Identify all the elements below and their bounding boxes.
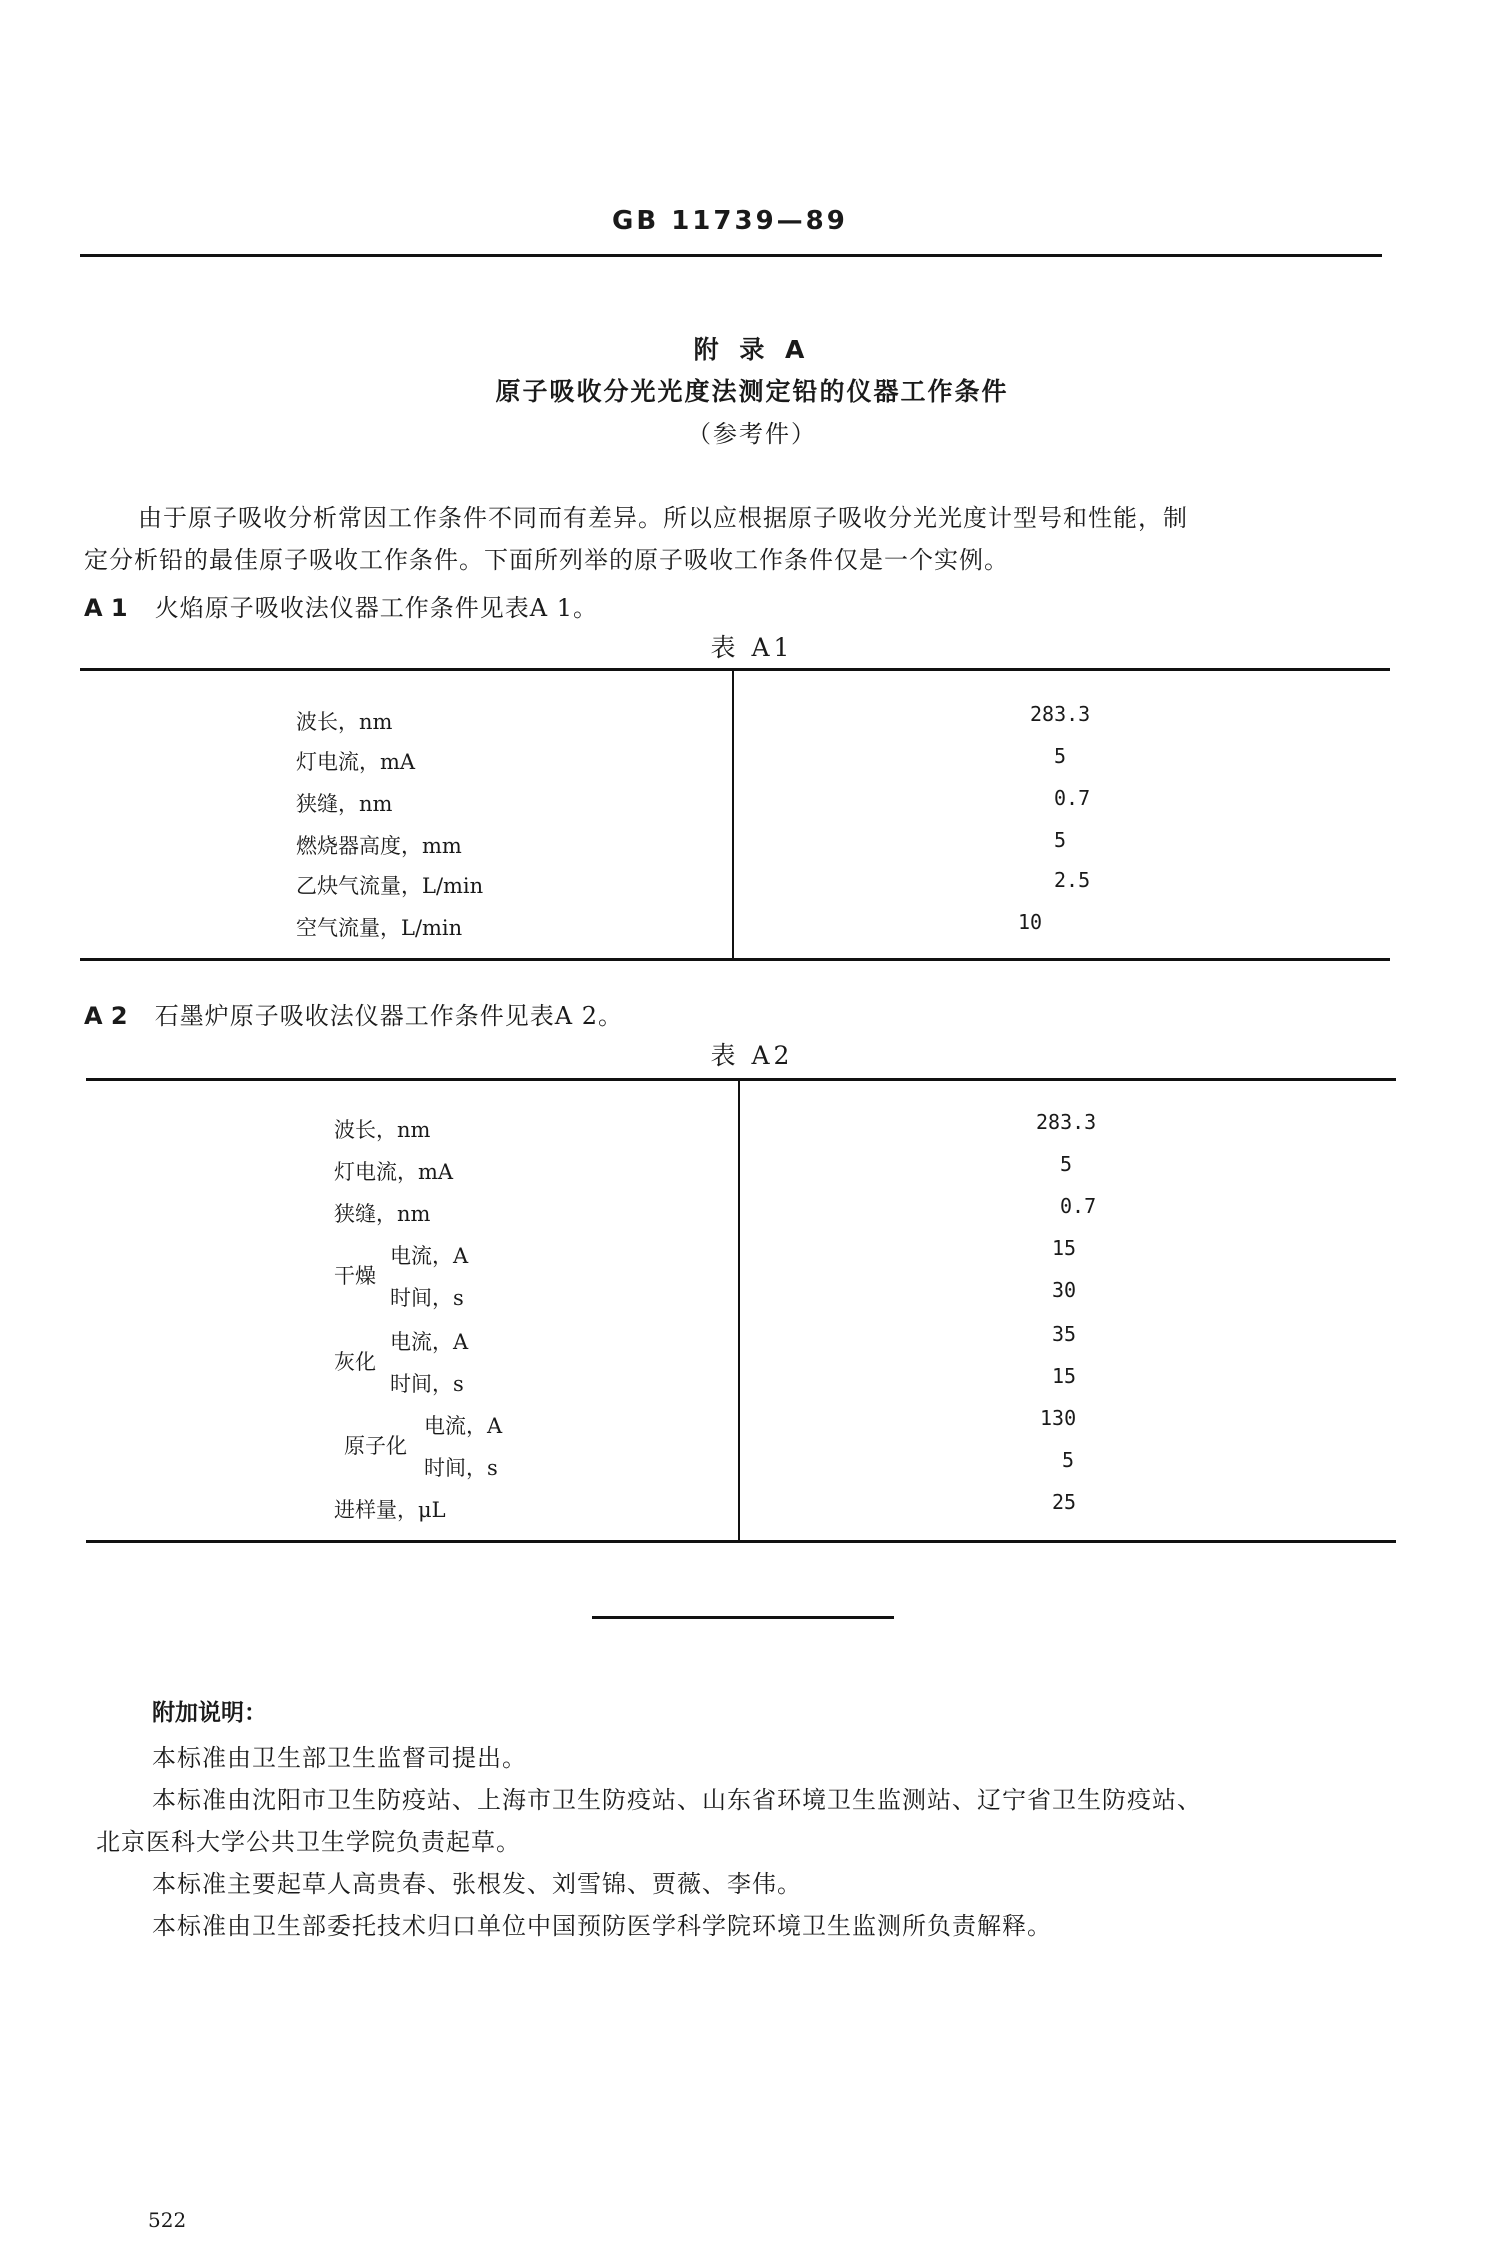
table-a1-label: 波长，nm bbox=[296, 710, 393, 734]
table-a1-label: 狭缝，nm bbox=[296, 792, 393, 816]
table-a2-value: 5 bbox=[1060, 1152, 1073, 1176]
table-a2-value: 5 bbox=[1062, 1448, 1075, 1472]
notes-line-4: 本标准主要起草人高贵春、张根发、刘雪锦、贾薇、李伟。 bbox=[152, 1870, 802, 1898]
table-a1-bottom-rule bbox=[80, 958, 1390, 961]
notes-line-3: 北京医科大学公共卫生学院负责起草。 bbox=[96, 1828, 521, 1856]
table-a2-value: 15 bbox=[1052, 1236, 1077, 1260]
section-a1 bbox=[84, 588, 598, 623]
table-a1-caption: 表 A1 bbox=[710, 633, 794, 662]
table-a2-value: 0.7 bbox=[1060, 1194, 1097, 1218]
table-a2-group-label: 原子化 bbox=[344, 1434, 407, 1458]
table-a2-value: 15 bbox=[1052, 1364, 1077, 1388]
table-a1-value: 283.3 bbox=[1030, 702, 1091, 726]
table-a1-divider bbox=[732, 670, 734, 960]
table-a1-label: 乙炔气流量，L/min bbox=[296, 874, 484, 898]
table-a2-value: 30 bbox=[1052, 1278, 1077, 1302]
appendix-subtitle: 原子吸收分光光度法测定铅的仪器工作条件 bbox=[495, 377, 1009, 406]
table-a1-label: 燃烧器高度，mm bbox=[296, 834, 462, 858]
section-a2-text: 石墨炉原子吸收法仪器工作条件见表A 2。 bbox=[154, 1002, 623, 1030]
table-a2-label: 进样量，μL bbox=[334, 1498, 446, 1522]
intro-line-1: 由于原子吸收分析常因工作条件不同而有差异。所以应根据原子吸收分光光度计型号和性能，制 bbox=[138, 504, 1188, 532]
table-a2-label: 电流，A bbox=[390, 1244, 469, 1268]
table-a2-label: 电流，A bbox=[390, 1330, 469, 1354]
table-a1-value: 0.7 bbox=[1054, 786, 1091, 810]
table-a1-value: 10 bbox=[1018, 910, 1043, 934]
table-a2-value: 130 bbox=[1040, 1406, 1077, 1430]
section-a2 bbox=[84, 996, 623, 1031]
header-rule bbox=[80, 254, 1382, 257]
table-a2-label: 时间，s bbox=[424, 1456, 498, 1480]
table-a1-value: 5 bbox=[1054, 828, 1067, 852]
table-a2-label: 时间，s bbox=[390, 1286, 464, 1310]
table-a2-label: 波长，nm bbox=[334, 1118, 431, 1142]
table-a2-label: 灯电流，mA bbox=[334, 1160, 454, 1184]
table-a2-label: 狭缝，nm bbox=[334, 1202, 431, 1226]
table-a1-label: 灯电流，mA bbox=[296, 750, 416, 774]
section-a1-text: 火焰原子吸收法仪器工作条件见表A 1。 bbox=[154, 594, 598, 622]
table-a2-bottom-rule bbox=[86, 1540, 1396, 1543]
table-a2-label: 电流，A bbox=[424, 1414, 503, 1438]
notes-heading: 附加说明： bbox=[152, 1700, 267, 1726]
notes-line-2: 本标准由沈阳市卫生防疫站、上海市卫生防疫站、山东省环境卫生监测站、辽宁省卫生防疫站、 bbox=[152, 1786, 1202, 1814]
table-a2-label: 时间，s bbox=[390, 1372, 464, 1396]
notes-line-1: 本标准由卫生部卫生监督司提出。 bbox=[152, 1744, 527, 1772]
table-a1-label: 空气流量，L/min bbox=[296, 916, 463, 940]
notes-line-5: 本标准由卫生部委托技术归口单位中国预防医学科学院环境卫生监测所负责解释。 bbox=[152, 1912, 1052, 1940]
table-a2-caption: 表 A2 bbox=[710, 1041, 794, 1070]
page-number: 522 bbox=[148, 2208, 187, 2232]
table-a2-divider bbox=[738, 1080, 740, 1542]
intro-line-2: 定分析铅的最佳原子吸收工作条件。下面所列举的原子吸收工作条件仅是一个实例。 bbox=[84, 546, 1009, 574]
table-a1-top-rule bbox=[80, 668, 1390, 671]
table-a2-group-label: 干燥 bbox=[334, 1264, 376, 1288]
table-a1-value: 2.5 bbox=[1054, 868, 1091, 892]
table-a2-value: 35 bbox=[1052, 1322, 1077, 1346]
standard-code: GB 11739—89 bbox=[612, 206, 848, 236]
table-a2-group-label: 灰化 bbox=[334, 1350, 376, 1374]
notes-separator bbox=[592, 1616, 894, 1619]
table-a2-value: 25 bbox=[1052, 1490, 1077, 1514]
table-a1-value: 5 bbox=[1054, 744, 1067, 768]
appendix-reference: （参考件） bbox=[687, 420, 817, 448]
table-a2-top-rule bbox=[86, 1078, 1396, 1081]
section-a2-id: A 2 bbox=[84, 1002, 128, 1030]
appendix-title: 附 录 A bbox=[693, 335, 811, 364]
section-a1-id: A 1 bbox=[84, 594, 128, 622]
table-a2-value: 283.3 bbox=[1036, 1110, 1097, 1134]
